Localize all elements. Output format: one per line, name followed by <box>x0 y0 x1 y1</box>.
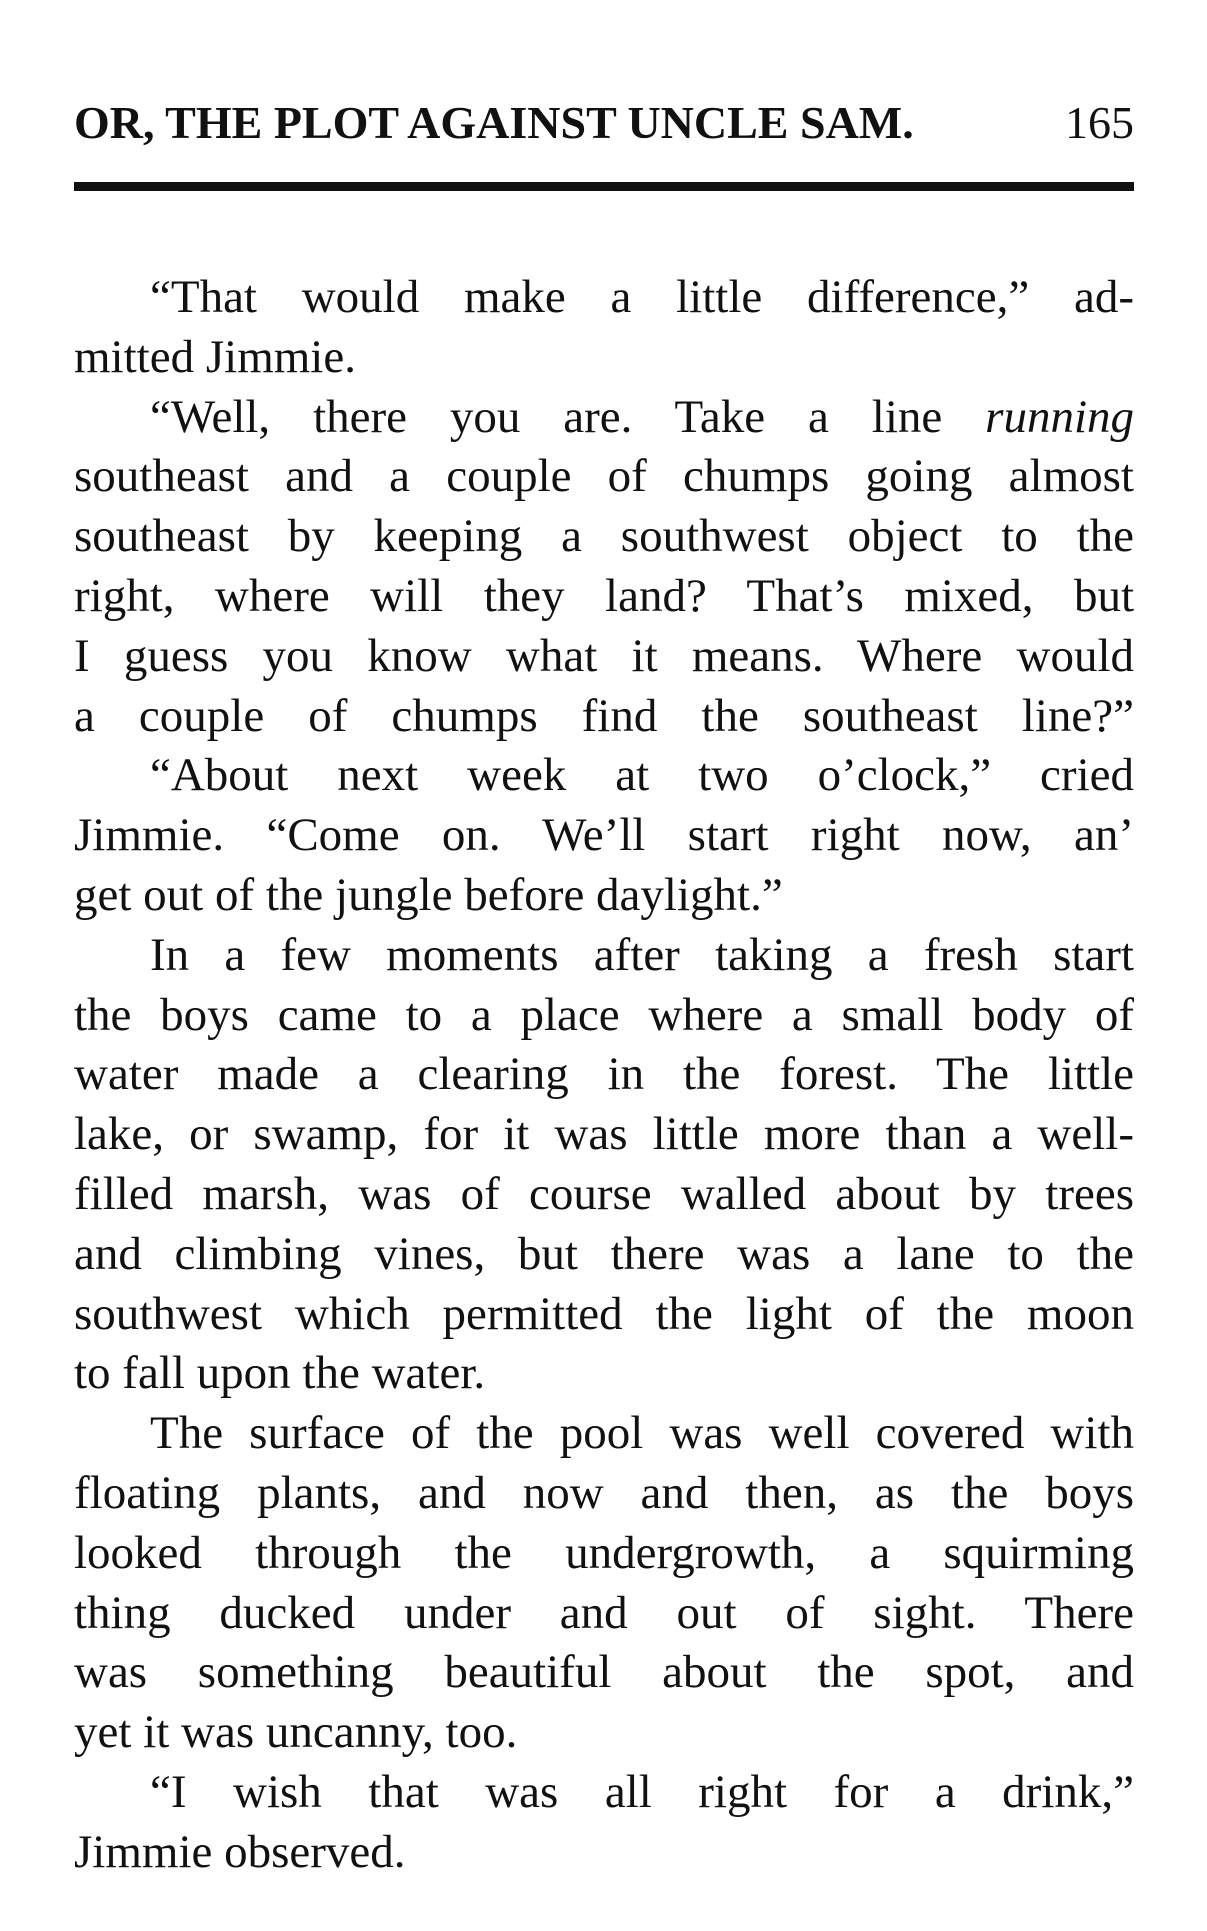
page-number: 165 <box>1065 97 1134 148</box>
header-rule <box>74 182 1134 191</box>
italic-word: running <box>985 390 1135 443</box>
text-line: “About next week at two o’clock,” cried <box>150 749 1134 802</box>
text-line: floating plants, and now and then, as the boys <box>74 1466 1134 1519</box>
text-line: southwest which permitted the light of the moon <box>74 1287 1134 1340</box>
text-line: “I wish that was all right for a drink,” <box>150 1765 1134 1818</box>
text-line: Jimmie. “Come on. We’ll start right now, an’ <box>74 809 1134 862</box>
text-line: “That would make a little difference,” ad- <box>150 271 1134 323</box>
text-line: a couple of chumps find the southeast line?” <box>74 689 1134 742</box>
text-line: filled marsh, was of course walled about by trees <box>74 1167 1134 1220</box>
text-line: lake, or swamp, for it was little more than a well- <box>74 1108 1134 1161</box>
text-line: southeast by keeping a southwest object to the <box>74 510 1134 563</box>
text-line-part: “Well, there you are. Take a line <box>150 390 943 443</box>
text-line: thing ducked under and out of sight. There <box>74 1586 1134 1639</box>
text-line: Jimmie observed. <box>74 1825 406 1878</box>
text-line-with-italic <box>74 388 1134 448</box>
running-title: OR, THE PLOT AGAINST UNCLE SAM. <box>74 97 914 148</box>
text-line: yet it was uncanny, too. <box>74 1706 518 1759</box>
text-line: to fall upon the water. <box>74 1347 486 1400</box>
body-text <box>74 268 1134 1883</box>
text-line: get out of the jungle before daylight.” <box>74 868 783 921</box>
text-line: looked through the undergrowth, a squirming <box>74 1526 1134 1579</box>
running-head <box>74 96 1134 156</box>
text-line: The surface of the pool was well covered with <box>150 1407 1134 1460</box>
text-line: the boys came to a place where a small body of <box>74 988 1134 1041</box>
text-line: southeast and a couple of chumps going almost <box>74 450 1134 503</box>
text-line: I guess you know what it means. Where would <box>74 629 1134 682</box>
text-line: right, where will they land? That’s mixed, but <box>74 569 1134 622</box>
text-line: was something beautiful about the spot, and <box>74 1646 1134 1699</box>
text-line: mitted Jimmie. <box>74 330 356 383</box>
text-line: and climbing vines, but there was a lane to the <box>74 1227 1134 1280</box>
text-line: In a few moments after taking a fresh start <box>150 928 1134 981</box>
text-line: water made a clearing in the forest. The little <box>74 1048 1134 1101</box>
